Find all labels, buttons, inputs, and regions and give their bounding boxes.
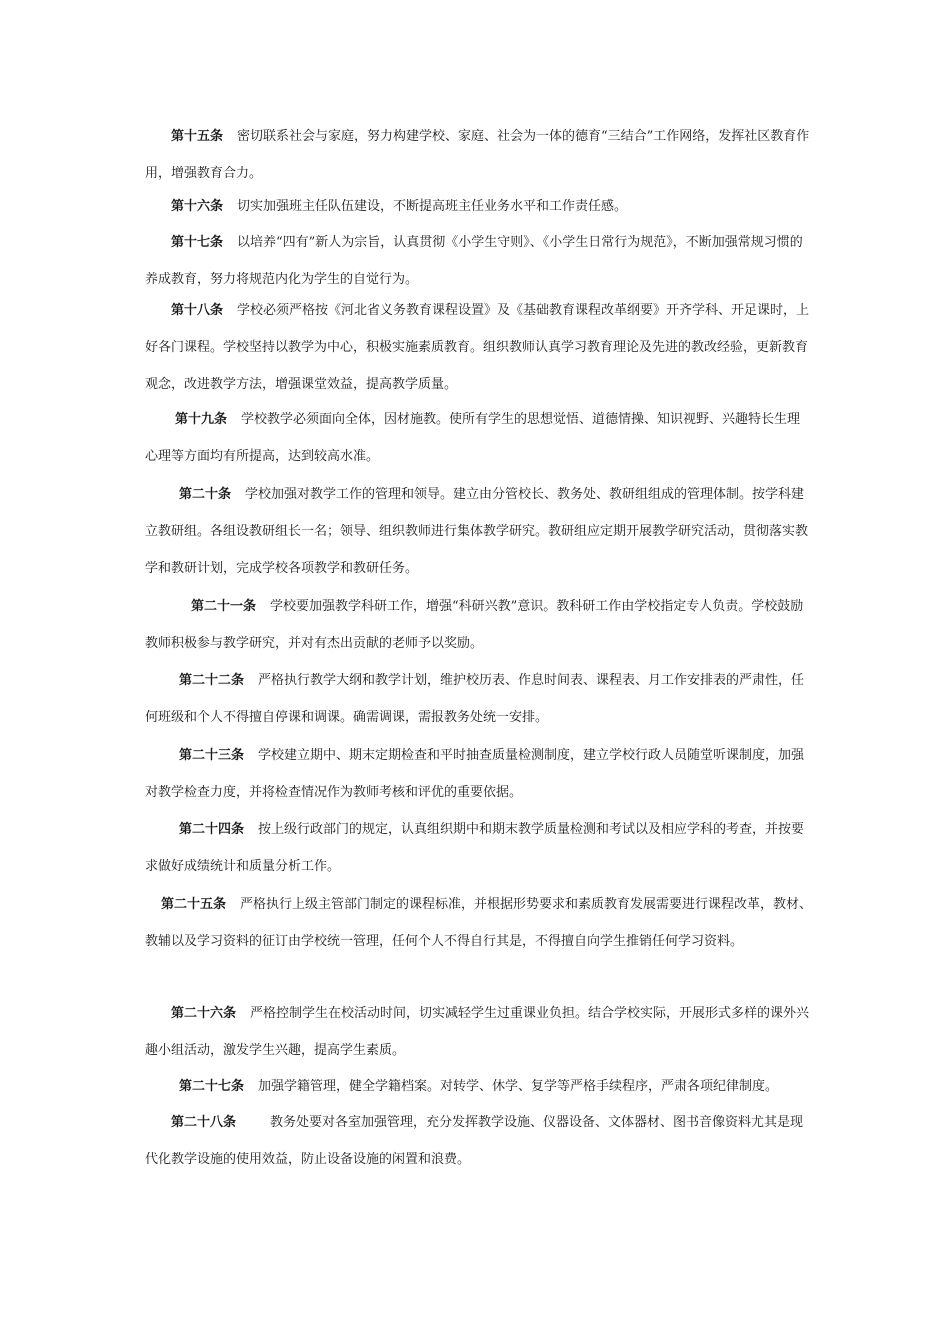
article-text: 加强学籍管理，健全学籍档案。对转学、休学、复学等严格手续程序，严肃各项纪律制度。 bbox=[258, 1079, 779, 1094]
article-text: 以培养“四有”新人为宗旨，认真贯彻《小学生守则》、《小学生日常行为规范》，不断加强常规习惯的养成教育，努力将规范内化为学生的自觉行为。 bbox=[145, 235, 803, 287]
article-text: 学校必须严格按《河北省义务教育课程设置》及《基础教育课程改革纲要》开齐学科、开足课时，上好各门课程。学校坚持以教学为中心，积极实施素质教育。组织教师认真学习教育理论及先进的教改经验，更新教育观念，改进教学方法，增强课堂效益，提高教学质量。 bbox=[145, 303, 810, 392]
article-label: 第十七条 bbox=[171, 235, 224, 250]
article-label: 第二十一条 bbox=[191, 599, 257, 614]
article-text: 学校建立期中、期末定期检查和平时抽查质量检测制度，建立学校行政人员随堂听课制度，加强对教学检查力度，并将检查情况作为教师考核和评优的重要依据。 bbox=[145, 748, 805, 800]
article-22 bbox=[145, 662, 813, 736]
article-label: 第二十五条 bbox=[161, 897, 227, 912]
article-27 bbox=[145, 1068, 813, 1105]
article-label: 第二十条 bbox=[179, 487, 232, 502]
article-17 bbox=[145, 224, 813, 298]
article-label: 第二十二条 bbox=[179, 673, 245, 688]
article-text: 学校教学必须面向全体，因材施教。使所有学生的思想觉悟、道德情操、知识视野、兴趣特长生理心理等方面均有所提高，达到较高水准。 bbox=[145, 412, 801, 464]
article-25 bbox=[145, 886, 813, 960]
article-20 bbox=[145, 476, 813, 587]
article-28 bbox=[145, 1104, 813, 1178]
article-26 bbox=[145, 995, 813, 1069]
article-text: 切实加强班主任队伍建设，不断提高班主任业务水平和工作责任感。 bbox=[237, 199, 628, 214]
article-text: 严格执行教学大纲和教学计划，维护校历表、作息时间表、课程表、月工作安排表的严肃性，任何班级和个人不得擅自停课和调课。确需调课，需报教务处统一安排。 bbox=[145, 673, 805, 725]
article-label: 第十五条 bbox=[171, 129, 224, 144]
article-label: 第二十三条 bbox=[179, 748, 245, 763]
article-text: 学校加强对教学工作的管理和领导。建立由分管校长、教务处、教研组组成的管理体制。按学科建立教研组。各组设教研组长一名；领导、组织教师进行集体教学研究。教研组应定期开展教学研究活动，贯彻落实教学和教研计划，完成学校各项教学和教研任务。 bbox=[145, 487, 809, 576]
article-16 bbox=[145, 188, 813, 225]
article-text: 教务处要对各室加强管理，充分发挥教学设施、仪器设备、文体器材、图书音像资料尤其是现代化教学设施的使用效益，防止设备设施的闲置和浪费。 bbox=[145, 1115, 804, 1167]
article-text: 学校要加强教学科研工作，增强“科研兴教”意识。教科研工作由学校指定专人负责。学校鼓励教师积极参与教学研究，并对有杰出贡献的老师予以奖励。 bbox=[145, 599, 804, 651]
article-18 bbox=[145, 292, 813, 403]
article-24 bbox=[145, 811, 813, 885]
article-21 bbox=[145, 588, 813, 662]
article-15 bbox=[145, 118, 813, 192]
article-label: 第二十八条 bbox=[171, 1115, 237, 1130]
article-label: 第二十六条 bbox=[171, 1006, 237, 1021]
article-text: 严格执行上级主管部门制定的课程标准，并根据形势要求和素质教育发展需要进行课程改革，教材、教辅以及学习资料的征订由学校统一管理，任何个人不得自行其是，不得擅自向学生推销任何学习资料。 bbox=[145, 897, 813, 949]
article-label: 第十八条 bbox=[171, 303, 224, 318]
article-text: 严格控制学生在校活动时间，切实减轻学生过重课业负担。结合学校实际，开展形式多样的课外兴趣小组活动，激发学生兴趣，提高学生素质。 bbox=[145, 1006, 810, 1058]
article-label: 第二十七条 bbox=[179, 1079, 245, 1094]
article-23 bbox=[145, 737, 813, 811]
article-label: 第十九条 bbox=[175, 412, 228, 427]
article-label: 第二十四条 bbox=[179, 822, 245, 837]
article-text: 按上级行政部门的规定，认真组织期中和期末教学质量检测和考试以及相应学科的考查，并按要求做好成绩统计和质量分析工作。 bbox=[145, 822, 805, 874]
article-label: 第十六条 bbox=[171, 199, 224, 214]
article-19 bbox=[145, 401, 813, 475]
article-text: 密切联系社会与家庭，努力构建学校、家庭、社会为一体的德育“三结合”工作网络，发挥社区教育作用，增强教育合力。 bbox=[145, 129, 810, 181]
